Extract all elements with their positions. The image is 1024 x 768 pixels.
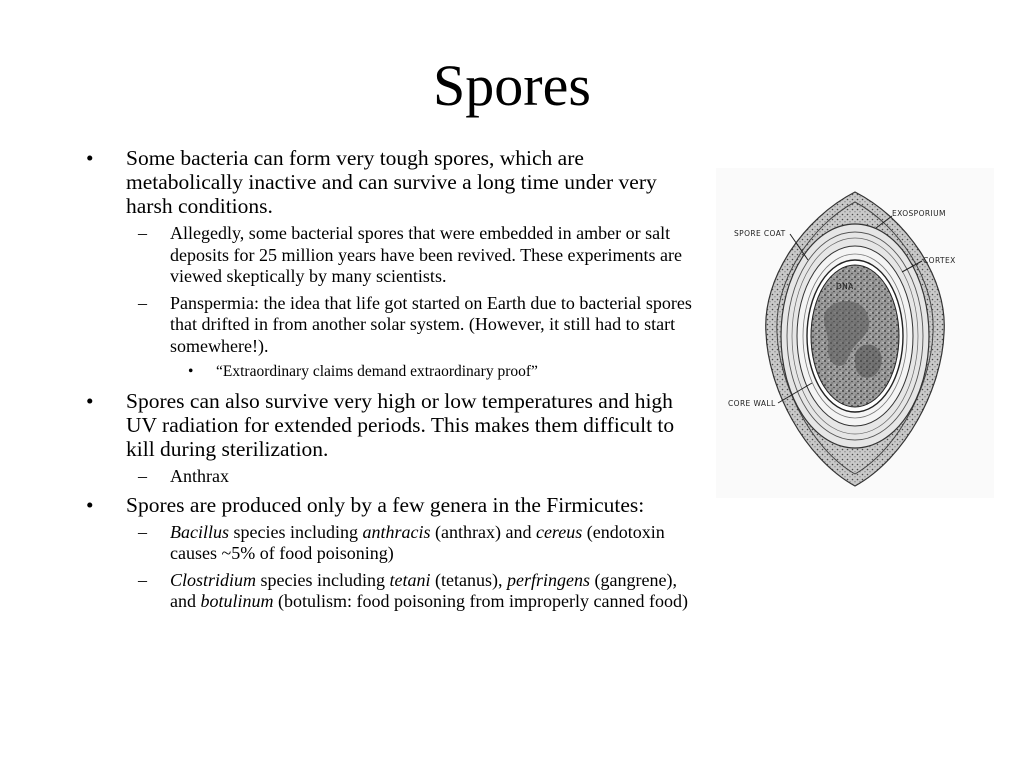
subbullet-bacillus [86, 522, 706, 565]
spore-diagram [716, 168, 994, 498]
dash-marker: – [138, 521, 147, 542]
subbullet-amber-deposits [86, 223, 706, 288]
label-cortex: CORTEX [923, 256, 956, 265]
bullet-text: Spores are produced only by a few genera in the Firmicutes: [126, 492, 645, 517]
species-name: anthracis [362, 521, 431, 542]
bullet-firmicutes [86, 493, 706, 517]
bullet-text: Spores can also survive very high or low temperatures and high UV radiation for extended periods. This makes them difficult to kill during sterilization. [126, 389, 675, 461]
bullet-text: Some bacteria can form very tough spores, which are metabolically inactive and can survive a long time under very harsh conditions. [126, 146, 657, 218]
subsubbullet-text: “Extraordinary claims demand extraordinary proof” [216, 363, 538, 380]
genus-name: Clostridium [170, 569, 257, 590]
bullet-tough-spores [86, 146, 706, 218]
bullet-marker: • [86, 492, 94, 517]
subbullet-clostridium [86, 570, 706, 613]
subbullet-text: Panspermia: the idea that life got started on Earth due to bacterial spores that drifted in from another solar system. (However, it still had to start somewhere!). [170, 292, 692, 356]
text-run: (tetanus), [430, 569, 507, 590]
species-name: cereus [535, 521, 583, 542]
subsubbullet-extraordinary-claims [86, 362, 706, 381]
bullet-survive-temperatures [86, 389, 706, 461]
text-run: species including [229, 521, 363, 542]
text-run: (endotoxin causes ~5% of food poisoning) [170, 521, 665, 563]
bullet-marker: • [86, 146, 94, 170]
bullet-marker: • [86, 389, 94, 413]
text-run: (gangrene), and [170, 569, 677, 611]
subbullet-text: Allegedly, some bacterial spores that were embedded in amber or salt deposits for 25 million years have been revived. These experiments are viewed skeptically by many scientists. [170, 223, 682, 286]
text-run: (botulism: food poisoning from improperly canned food) [273, 591, 688, 611]
bullet-marker: • [188, 363, 194, 380]
label-dna: DNA [836, 282, 854, 291]
slide-body [86, 146, 706, 618]
text-run: species including [256, 569, 390, 590]
slide-title: Spores [433, 53, 591, 118]
dash-marker: – [138, 223, 147, 243]
dash-marker: – [138, 569, 147, 590]
species-name: botulinum [200, 591, 274, 611]
text-run: (anthrax) and [430, 521, 536, 542]
dash-marker: – [138, 466, 147, 486]
label-exosporium: EXOSPORIUM [892, 209, 946, 218]
subbullet-anthrax [86, 466, 706, 488]
species-name: tetani [389, 569, 431, 590]
genus-name: Bacillus [170, 521, 229, 542]
dash-marker: – [138, 292, 147, 313]
subbullet-text [170, 570, 688, 612]
species-name: perfringens [507, 569, 590, 590]
subbullet-panspermia [86, 293, 706, 358]
spore-diagram-figure [716, 168, 994, 498]
subbullet-text: Anthrax [170, 466, 229, 486]
subbullet-text [170, 522, 665, 564]
label-spore-coat: SPORE COAT [734, 229, 786, 238]
label-core-wall: CORE WALL [728, 399, 776, 408]
